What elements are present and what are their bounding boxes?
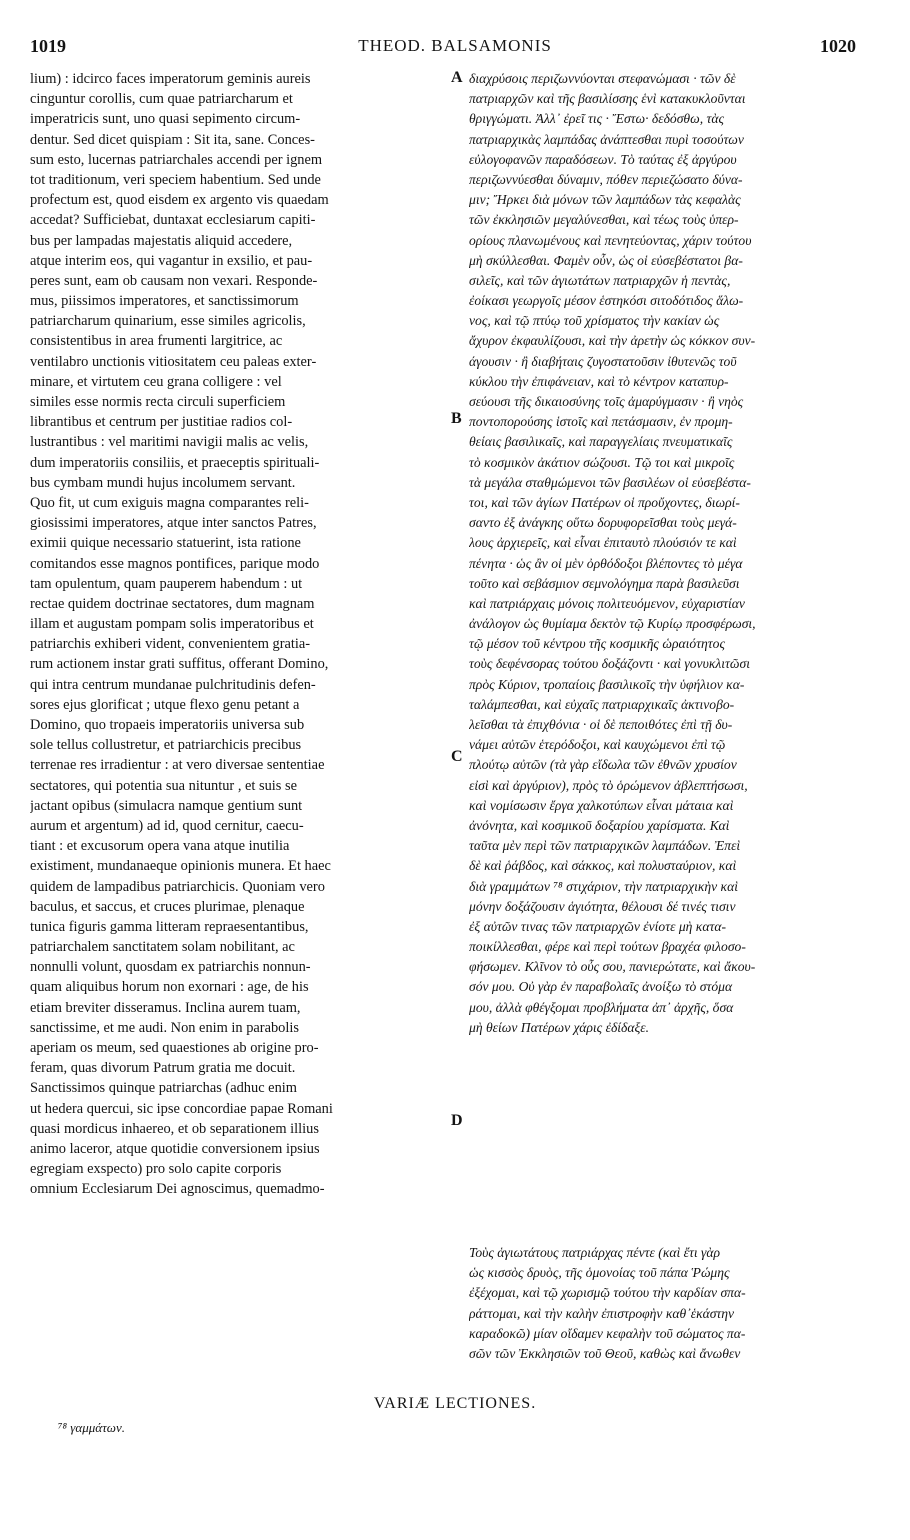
- latin-text-line: qui intra centrum mundanae pulchritudinis defen-: [30, 676, 316, 693]
- greek-text-line: Τοὺς ἁγιωτάτους πατριάρχας πέντε (καὶ ἔτι γὰρ: [469, 1245, 721, 1260]
- latin-text-line: illam et augustam pompam solis imperatoribus et: [30, 616, 314, 633]
- latin-text-line: aperiam os meum, sed quaestiones ab origine pro-: [30, 1040, 319, 1056]
- greek-text-line: περιζωννύεσθαι δύναμιν, πόθεν περιεζώσατο δύνα-: [469, 171, 743, 187]
- latin-text-line: rectae quidem doctrinae sectatores, dum magnam: [30, 595, 315, 612]
- page-number-left: 1019: [30, 36, 66, 56]
- latin-text-line: tot traditionum, veri speciem habentium. Sed unde: [30, 171, 321, 188]
- greek-text-line: πατριαρχῶν καὶ τῆς βασιλίσσης ἑνὶ κατακυκλοῦνται: [469, 91, 746, 107]
- latin-text-line: sole tellus collustretur, et patriarchicis precibus: [30, 737, 302, 754]
- latin-text-line: jactant opibus (simulacra namque gentium sunt: [30, 797, 303, 814]
- latin-text-line: terrenae res irradientur : at vero diversae sententiae: [30, 757, 325, 774]
- latin-text-line: quidem de lampadibus patriarchicis. Quoniam vero: [30, 878, 325, 895]
- latin-text-line: quasi mordicus inhaereo, et ob separationem illius: [30, 1120, 319, 1137]
- greek-text-line: καὶ νομίσωσιν ἔργα χαλκοτύπων εἶναι μάταια καὶ: [469, 797, 734, 813]
- greek-text-line: φήσωμεν. Κλῖνον τὸ οὖς σου, πανιερώτατε, καὶ ἄκου-: [469, 959, 756, 975]
- running-title: THEOD. BALSAMONIS: [358, 36, 552, 55]
- latin-text-line: baculus, et saccus, et cruces plurimae, plenaque: [30, 898, 305, 915]
- section-marker-a: A: [451, 69, 463, 86]
- latin-text-line: comitandos esse magnos pontifices, parique modo: [30, 555, 320, 572]
- latin-text-line: imperatricis sunt, uno quasi sepimento circum-: [30, 111, 301, 128]
- latin-text-line: tam opulentum, quam pauperem habendum : ut: [30, 575, 303, 592]
- latin-text-line: accedat? Sufficiebat, duntaxat ecclesiarum capiti-: [30, 212, 316, 229]
- latin-column: [30, 69, 445, 1200]
- greek-paragraph-2: [469, 1243, 881, 1364]
- latin-text-line: Quo fit, ut cum exiguis magna comparantes reli-: [30, 494, 309, 511]
- section-marker-c: C: [451, 748, 463, 765]
- latin-text-line: ventilabro unctionis vitiositatem ceu paleas exter-: [30, 353, 317, 370]
- latin-text-line: consistentibus in area frumenti largitrice, ac: [30, 333, 283, 350]
- latin-text-line: bus cymbam mundi hujus incolumem servant.: [30, 474, 296, 491]
- latin-text-line: rum actionem instar grati suffitus, offerant Domino,: [30, 656, 329, 673]
- greek-text-line: διὰ γραμμάτων ⁷⁸ στιχάριον, τὴν πατριαρχικὴν καὶ: [469, 878, 738, 894]
- variae-lectiones-heading: VARIÆ LECTIONES.: [373, 1395, 537, 1412]
- latin-text-line: atque interim eos, qui vagantur in exsilio, et pau-: [30, 252, 313, 269]
- latin-text-line: lium) : idcirco faces imperatorum geminis aureis: [30, 71, 311, 87]
- latin-text-line: patriarchis exhiberi vident, convenientem gratia-: [30, 636, 311, 653]
- greek-text-line: άγουσιν · ἢ διαβήταις ζυγοστατοῦσιν ἰθυτενῶς τοῦ: [469, 353, 737, 369]
- latin-text-line: nonnulli volunt, quosdam ex patriarchis nonnun-: [30, 959, 311, 976]
- latin-text-line: similes esse normis recta circuli superficiem: [30, 394, 286, 410]
- greek-text-line: κύκλου τὴν ἐπιφάνειαν, καὶ τὸ κέντρον καταπυρ-: [469, 373, 729, 389]
- greek-text-line: ἐοίκασι γεωργοῖς μέσον ἑστηκόσι σιτοδότιδος ἅλω-: [469, 293, 744, 309]
- greek-text-line: σαντο ἐξ ἀνάγκης οὕτω δορυφορεῖσθαι τοὺς μεγά-: [469, 515, 737, 531]
- latin-text-line: etiam breviter disseramus. Inclina aurem tuam,: [30, 999, 301, 1016]
- latin-text-line: bus per lampadas majestatis aliquid accedere,: [30, 232, 293, 249]
- greek-text-line: ἐξέχομαι, καὶ τῷ χωρισμῷ τούτου τὴν καρδίαν σπα-: [469, 1285, 746, 1301]
- greek-text-line: διαχρύσοις περιζωννύονται στεφανώμασι · τῶν δὲ: [469, 71, 736, 86]
- footnote: ⁷⁸ γαμμάτων.: [58, 1420, 125, 1435]
- greek-text-line: εὐλογοφανῶν παραδόσεων. Τὸ ταύτας ἐξ ἀργύρου: [469, 151, 737, 167]
- latin-text-line: Sanctissimos quinque patriarchas (adhuc enim: [30, 1080, 297, 1097]
- greek-column: [469, 69, 881, 1038]
- greek-text-line: ἀνάλογον ὡς θυμίαμα δεκτὸν τῷ Κυρίῳ προσφέρωσι,: [469, 616, 756, 632]
- greek-text-line: μόνην δοξάζουσιν ἁγιότητα, θέλουσι δέ τινές τισιν: [469, 898, 736, 914]
- greek-text-line: θριγγώματι. Ἀλλ᾽ ἐρεῖ τις · Ἔστω· δεδόσθω, τὰς: [469, 111, 725, 127]
- greek-text-line: λους ἀρχιερεῖς, καὶ εἶναι ἐπιταυτὸ πλούσιόν τε καὶ: [469, 535, 737, 551]
- page-number-right: 1020: [820, 36, 856, 56]
- latin-text-line: dum imperatoriis consiliis, et praeceptis spirituali-: [30, 454, 320, 471]
- greek-text-line: ποντοπορούσης ἱστοῖς καὶ πετάσμασιν, ἐν προμη-: [469, 414, 733, 430]
- latin-text-line: existiment, mundanaeque opinionis munera. Et haec: [30, 858, 331, 875]
- greek-text-line: τὰ μεγάλα σταθμώμενοι τῶν βασιλέων οἱ εὐσεβέστα-: [469, 474, 751, 490]
- latin-text-line: sores ejus glorificat ; utque flexo genu petant a: [30, 696, 300, 713]
- greek-text-line: μου, ἀλλὰ φθέγξομαι προβλήματα ἀπ᾽ ἀρχῆς, ὅσα: [469, 999, 734, 1015]
- greek-text-line: καραδοκῶ) μίαν οἴδαμεν κεφαλὴν τοῦ σώματος πα-: [469, 1325, 746, 1341]
- greek-text-line: λεῖσθαι τὰ ἐπιχθόνια · οἱ δὲ πεποιθότες ἐπὶ τῇ δυ-: [469, 717, 733, 732]
- greek-text-line: ἀνόνητα, καὶ κοσμικοῦ δοξαρίου χαρίσματα. Καὶ: [469, 817, 730, 833]
- latin-text-line: patriarchalem sanctitatem solam nobilitant, ac: [30, 939, 295, 956]
- greek-text-line: σῶν τῶν Ἐκκλησιῶν τοῦ Θεοῦ, καθὼς καὶ ἄνωθεν: [469, 1345, 741, 1361]
- latin-text-line: sectatores, qui potentia sua nituntur , et suis se: [30, 777, 297, 794]
- greek-text-line: ορίους πλανωμένους καὶ πενητεύοντας, χάριν τούτου: [469, 232, 752, 248]
- latin-text-line: lustrantibus : vel maritimi navigii malis ac velis,: [30, 434, 309, 451]
- latin-text-line: patriarcharum quinarium, esse similes agricolis,: [30, 313, 306, 330]
- greek-text-line: μιν; Ἤρκει διὰ μόνων τῶν λαμπάδων τὰς κεφαλὰς: [469, 192, 741, 208]
- latin-text-line: egregiam exspecto) pro solo capite corporis: [30, 1161, 282, 1178]
- greek-text-line: πρὸς Κύριον, τροπαίοις βασιλικοῖς τὴν ὑφήλιον κα-: [469, 676, 745, 692]
- greek-text-line: εἰσὶ καὶ ἀργύριον), πρὸς τὸ ὁρώμενον ἀβλεπτήσωσι,: [469, 777, 748, 793]
- latin-text-line: tiant : et excusorum opera vana atque inutilia: [30, 838, 290, 855]
- greek-text-line: τοὺς δεφένσορας τούτου δοξάζοντι · καὶ γονυκλιτῶσι: [469, 656, 750, 672]
- greek-text-line: μὴ θείων Πατέρων χάρις ἐδίδαξε.: [469, 1019, 650, 1035]
- greek-text-line: πένητα · ὡς ἂν οἱ μὲν ὀρθόδοξοι βλέποντες τὸ μέγα: [469, 555, 743, 571]
- latin-text-line: giosissimi imperatores, atque inter sanctos Patres,: [30, 515, 317, 532]
- latin-text-line: sum esto, lucernas patriarchales accendi per ignem: [30, 151, 323, 168]
- latin-text-line: sanctissime, et me audi. Non enim in parabolis: [30, 1019, 299, 1036]
- greek-text-line: πλούτῳ αὐτῶν (τὰ γὰρ εἴδωλα τῶν ἐθνῶν χρυσίον: [469, 757, 737, 773]
- greek-text-line: ποικίλλεσθαι, φέρε καὶ περὶ τούτων βραχέα φιλοσο-: [469, 939, 746, 955]
- greek-text-line: σόν μου. Οὐ γὰρ ἐν παραβολαῖς ἀνοίξω τὸ στόμα: [469, 979, 733, 995]
- greek-text-line: μὴ σκύλλεσθαι. Φαμὲν οὖν, ὡς οἱ εὐσεβέστατοι βα-: [469, 252, 743, 268]
- latin-text-line: peres sunt, eam ob causam non vexari. Responde-: [30, 272, 318, 289]
- greek-text-line: νος, καὶ τῷ πτύῳ τοῦ χρίσματος τὴν κακίαν ὡς: [469, 313, 720, 329]
- latin-text-line: quam aliquibus horum non exornari : age, de his: [30, 979, 309, 996]
- latin-text-line: cinguntur corollis, cum quae patriarcharum et: [30, 91, 293, 108]
- greek-text-line: ἄχυρον ἐκφαυλίζουσι, καὶ τὴν ἀρετὴν ὡς κόκκον συν-: [469, 333, 756, 349]
- latin-text-line: feram, quas divorum Patrum gratia me docuit.: [30, 1060, 296, 1077]
- greek-text-line: σιλεῖς, καὶ τῶν ἁγιωτάτων πατριαρχῶν ἡ πεντὰς,: [469, 272, 731, 288]
- latin-text-line: omnium Ecclesiarum Dei agnoscimus, quemadmo-: [30, 1181, 325, 1198]
- greek-text-line: τῷ μέσον τοῦ κέντρου τῆς κοσμικῆς ὡραιότητος: [469, 636, 725, 652]
- latin-text-line: librantibus et centrum per justitiae radios col-: [30, 414, 293, 431]
- latin-text-line: tunica figuris gamma litteram repraesentantibus,: [30, 918, 309, 935]
- section-marker-b: B: [451, 410, 462, 427]
- greek-text-line: ἐξ αὐτῶν τινας τῶν πατριαρχῶν ἐνίοτε μὴ κατα-: [469, 918, 726, 934]
- greek-text-line: ταλάμπεσθαι, καὶ εὐχαῖς πατριαρχικαῖς ἀκτινοβο-: [469, 696, 735, 712]
- greek-text-line: δὲ καὶ ῥάβδος, καὶ σάκκος, καὶ πολυσταύριον, καὶ: [469, 858, 737, 874]
- greek-text-line: ὡς κισσὸς δρυὸς, τῆς ὁμονοίας τοῦ πάπα Ῥώμης: [469, 1265, 730, 1281]
- latin-text-line: Domino, quo tropaeis imperatoriis universa sub: [30, 717, 305, 733]
- greek-text-line: τὸ κοσμικὸν ἀκάτιον σώζουσι. Τῷ τοι καὶ μικροῖς: [469, 454, 735, 470]
- greek-text-line: νάμει αὐτῶν ἑτερόδοξοι, καὶ καυχώμενοι ἐπὶ τῷ: [469, 737, 726, 753]
- latin-text-line: minare, et virtutem ceu grana colligere : vel: [30, 373, 282, 390]
- greek-text-line: τοῦτο καὶ σεβάσμιον σεμνολόγημα παρὰ βασιλεῦσι: [469, 575, 740, 591]
- greek-text-line: ράττομαι, καὶ τὴν καλὴν ἐπιστροφὴν καθ᾽ἑκάστην: [469, 1305, 735, 1321]
- latin-text-line: animo laceror, atque quotidie conversionem ipsius: [30, 1140, 320, 1157]
- greek-text-line: πατριαρχικὰς λαμπάδας ἀνάπτεσθαι πυρὶ τοσούτων: [469, 131, 744, 147]
- latin-text-line: profectum est, quod eisdem ex argento vis quaedam: [30, 192, 329, 209]
- greek-text-line: ταῦτα μὲν περὶ τῶν πατριαρχικῶν λαμπάδων. Ἐπεὶ: [469, 838, 741, 854]
- latin-text-line: dentur. Sed dicet quispiam : Sit ita, sane. Conces-: [30, 131, 315, 148]
- latin-text-line: eximii quique necessario statuerint, ista ratione: [30, 535, 301, 552]
- latin-text-line: aurum et argentum) ad id, quod cernitur, caecu-: [30, 817, 304, 834]
- greek-text-line: θείαις βασιλικαῖς, καὶ παραγγελίαις πνευματικαῖς: [469, 434, 733, 450]
- section-marker-d: D: [451, 1112, 463, 1129]
- latin-text-line: ut hedera quercui, sic ipse concordiae papae Romani: [30, 1100, 333, 1117]
- greek-text-line: καὶ πατριάρχαις μόνοις πολιτευόμενον, εὐχαριστίαν: [469, 595, 745, 611]
- latin-text-line: mus, piissimos imperatores, et sanctissimorum: [30, 293, 299, 310]
- greek-text-line: σεύουσι τῆς δικαιοσύνης τοῖς ἀμαρύγμασιν · ἢ νηὸς: [469, 394, 744, 409]
- greek-text-line: τοι, καὶ τῶν ἁγίων Πατέρων οἱ προὔχοντες, διωρί-: [469, 494, 740, 510]
- greek-text-line: τῶν ἐκκλησιῶν μεγαλύνεσθαι, καὶ τέως τοὺς ὑπερ-: [469, 212, 739, 228]
